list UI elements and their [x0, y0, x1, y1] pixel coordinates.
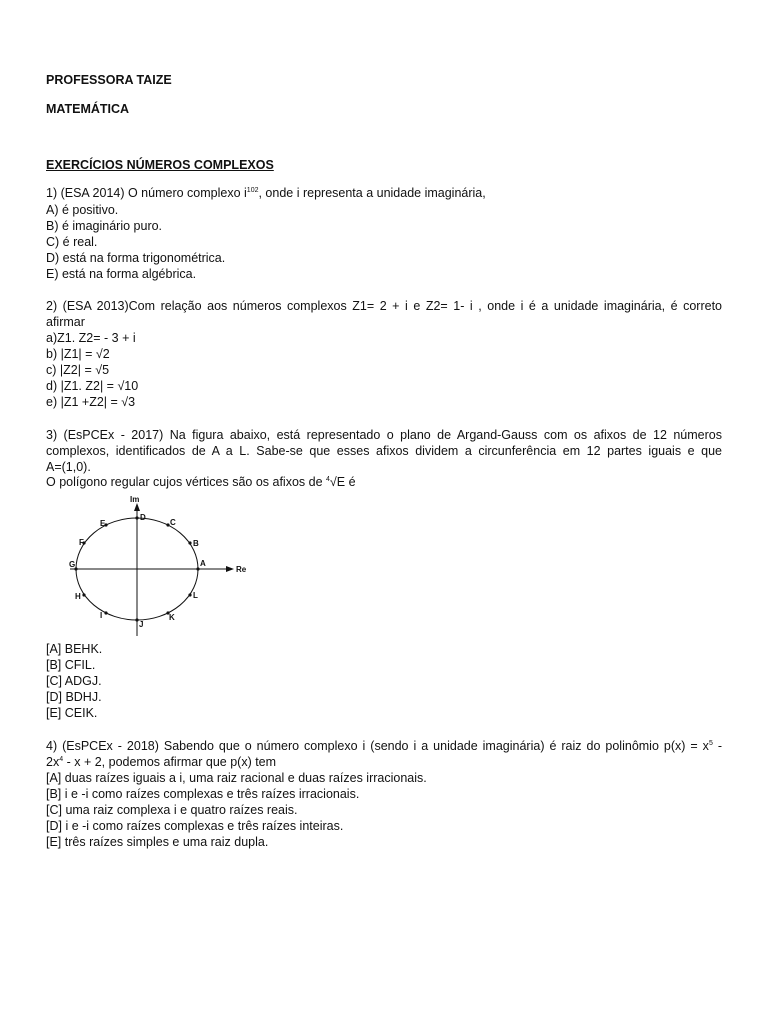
q4-option-a: [A] duas raízes iguais a i, uma raiz racional e duas raízes irracionais. [46, 771, 427, 785]
q1-option-c: C) é real. [46, 235, 98, 249]
q4-option-d: [D] i e -i como raízes complexas e três raízes inteiras. [46, 819, 344, 833]
q2-option-d: d) |Z1. Z2| = √10 [46, 379, 139, 393]
q1-option-e: E) está na forma algébrica. [46, 267, 197, 281]
q2-option-c: c) |Z2| = √5 [46, 363, 110, 377]
q3-stem-line1: 3) (EsPCEx - 2017) Na figura abaixo, está representado o plano de Argand-Gauss com os afixos de 12 números [46, 428, 722, 442]
q4-option-c: [C] uma raiz complexa i e quatro raízes reais. [46, 803, 298, 817]
q1-option-a: A) é positivo. [46, 203, 119, 217]
q1-stem: 1) (ESA 2014) O número complexo $i^{102}$, onde i representa a unidade imaginária, [46, 186, 486, 200]
imaginary-axis-arrow-icon [134, 503, 140, 511]
axis-label-im: Im [130, 495, 140, 504]
q4-stem-line1: 4) (EsPCEx - 2018) Sabendo que o número complexo i (sendo i a unidade imaginária) é raiz do polinômio $p(x) = x^5$ - [46, 739, 722, 753]
q3-option-a: [A] BEHK. [46, 642, 103, 656]
q2-option-a: a)Z1. Z2= - 3 + i [46, 331, 136, 345]
axis-label-re: Re [236, 565, 247, 574]
label-e: E [100, 519, 106, 528]
point-d [135, 516, 138, 519]
label-c: C [170, 518, 176, 527]
q3-option-c: [C] ADGJ. [46, 674, 102, 688]
q2-option-e: e) |Z1 +Z2| = √3 [46, 395, 136, 409]
q3-option-b: [B] CFIL. [46, 658, 96, 672]
q4-stem-line2: $2x^4 - x + 2$, podemos afirmar que p(x) tem [46, 755, 277, 769]
q2-option-b: b) |Z1| = √2 [46, 347, 110, 361]
q1-option-d: D) está na forma trigonométrica. [46, 251, 226, 265]
label-h: H [75, 592, 81, 601]
q3-stem-line2: complexos, identificados de A a L. Sabe-se que esses afixos dividem a circunferência em 12 partes iguais e que [46, 444, 722, 458]
q4-option-e: [E] três raízes simples e uma raiz dupla. [46, 835, 269, 849]
point-l [188, 593, 191, 596]
subject-title: MATEMÁTICA [46, 102, 130, 116]
label-f: F [79, 538, 84, 547]
q2-stem-line1: 2) (ESA 2013)Com relação aos números complexos Z1= 2 + i e Z2= 1- i , onde i é a unidade imaginária, é correto [46, 299, 722, 313]
q3-option-e: [E] CEIK. [46, 706, 98, 720]
label-l: L [193, 591, 198, 600]
teacher-name: PROFESSORA TAIZE [46, 73, 172, 87]
label-j: J [139, 620, 144, 629]
q3-stem-line3: A=(1,0). [46, 460, 91, 474]
argand-gauss-figure [60, 494, 280, 639]
label-g: G [69, 560, 76, 569]
point-i [104, 611, 107, 614]
point-h [82, 593, 85, 596]
label-d: D [140, 513, 146, 522]
section-title: EXERCÍCIOS NÚMEROS COMPLEXOS [46, 158, 274, 172]
q3-option-d: [D] BDHJ. [46, 690, 102, 704]
label-a: A [200, 559, 206, 568]
q2-stem-line2: afirmar [46, 315, 85, 329]
q3-stem-line4: O polígono regular cujos vértices são os afixos de $^4$√E é [46, 475, 356, 489]
label-i: I [100, 611, 103, 620]
label-k: K [169, 613, 175, 622]
real-axis-arrow-icon [226, 566, 234, 572]
q4-option-b: [B] i e -i como raízes complexas e três raízes irracionais. [46, 787, 360, 801]
q1-option-b: B) é imaginário puro. [46, 219, 163, 233]
point-b [188, 541, 191, 544]
label-b: B [193, 539, 199, 548]
